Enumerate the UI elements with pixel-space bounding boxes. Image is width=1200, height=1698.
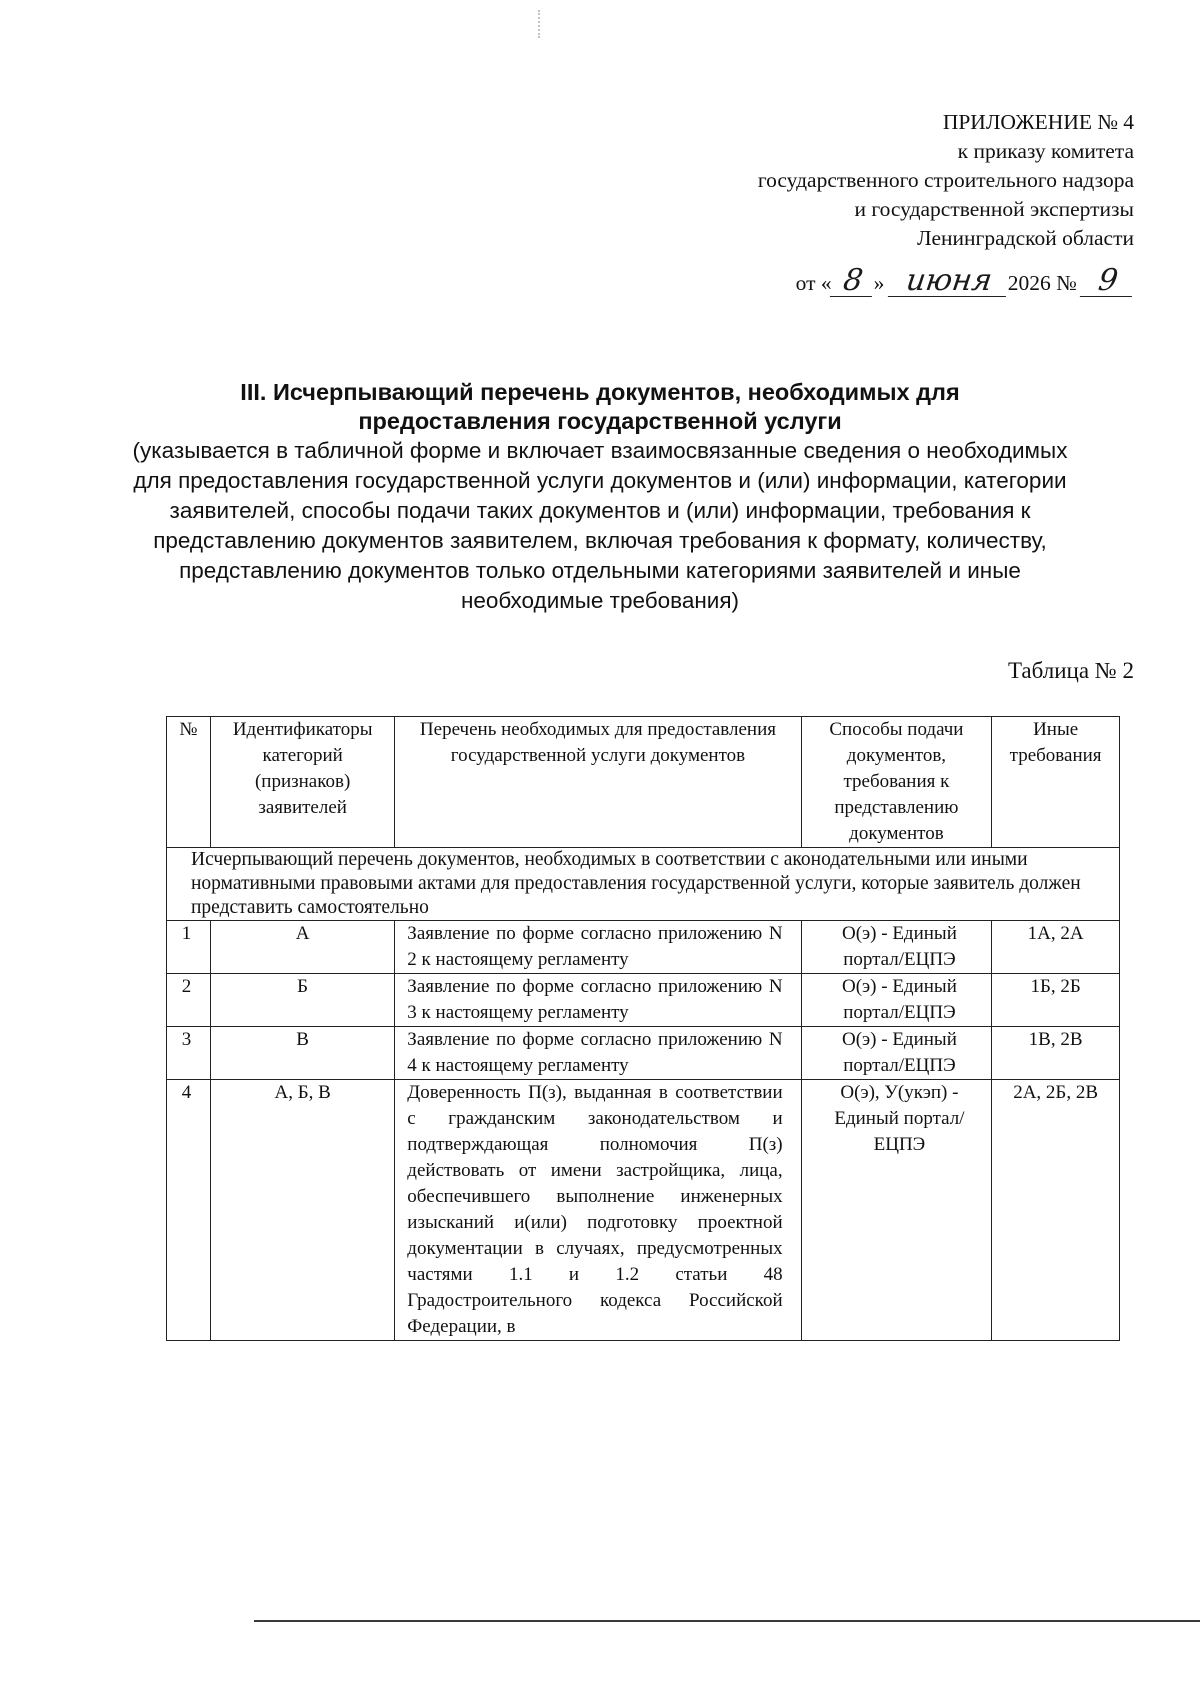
row-number: 4 xyxy=(167,1080,211,1341)
annex-line: и государственной экспертизы xyxy=(854,197,1134,221)
heading-note: (указывается в табличной форме и включает взаимосвязанные сведения о необходимых для предоставления государственной услуги документов и (или) информации, категории заявителей, способы подачи таких документов и (или) информации, требования к представлению документов заявителем, включая требования к формату, количеству, представлению документов только отдельными категориями заявителей и иные необходимые требования) xyxy=(132,438,1068,613)
row-document: Доверенность П(з), выданная в соответствии с гражданским законодательством и подтверждающая полномочия П(з) действовать от имени застройщика, лица, обеспечившего выполнение инженерных изысканий и(или) подготовку проектной документации в случаях, предусмотренных частями 1.1 и 1.2 статьи 48 Градостроительного кодекса Российской Федерации, в xyxy=(395,1080,801,1341)
documents-table xyxy=(166,716,1120,1341)
row-number: 3 xyxy=(167,1027,211,1080)
header-number: № xyxy=(167,717,211,848)
section-title: Исчерпывающий перечень документов, необходимых в соответствии с аконодательными или иными нормативными правовыми актами для предоставления государственной услуги, которые заявитель должен представить самостоятельно xyxy=(167,848,1120,921)
table-caption: Таблица № 2 xyxy=(1007,658,1134,683)
table-row xyxy=(167,1080,1120,1341)
page-bottom-rule xyxy=(254,1620,1200,1622)
table-row xyxy=(167,1027,1120,1080)
row-method: О(э) - Единый портал/ЕЦПЭ xyxy=(801,974,992,1027)
row-method: О(э), У(укэп) - Единый портал/ЕЦПЭ xyxy=(801,1080,992,1341)
header-submission-methods: Способы подачи документов, требования к представлению документов xyxy=(801,717,992,848)
row-category: В xyxy=(210,1027,394,1080)
header-category-ids: Идентификаторы категорий (признаков) заявителей xyxy=(210,717,394,848)
annex-block xyxy=(758,108,1134,253)
row-document: Заявление по форме согласно приложению N 2 к настоящему регламенту xyxy=(395,921,801,974)
section-heading xyxy=(120,378,1080,616)
row-other: 2А, 2Б, 2В xyxy=(992,1080,1120,1341)
handwritten-order-number: 9 xyxy=(1080,266,1136,297)
annex-line: Ленинградской области xyxy=(917,226,1134,250)
order-date-line xyxy=(795,263,1134,298)
row-category: А xyxy=(210,921,394,974)
row-method: О(э) - Единый портал/ЕЦПЭ xyxy=(801,921,992,974)
row-other: 1Б, 2Б xyxy=(992,974,1120,1027)
heading-title-line2: предоставления государственной услуги xyxy=(358,408,842,434)
annex-title: ПРИЛОЖЕНИЕ № 4 xyxy=(942,110,1134,134)
row-number: 1 xyxy=(167,921,211,974)
table-row xyxy=(167,974,1120,1027)
row-category: А, Б, В xyxy=(210,1080,394,1341)
row-document: Заявление по форме согласно приложению N 4 к настоящему регламенту xyxy=(395,1027,801,1080)
row-other: 1А, 2А xyxy=(992,921,1120,974)
handwritten-day: 8 xyxy=(829,266,875,297)
scan-artifact xyxy=(538,10,548,38)
header-other-requirements: Иные требования xyxy=(992,717,1120,848)
annex-line: государственного строительного надзора xyxy=(757,168,1134,192)
row-method: О(э) - Единый портал/ЕЦПЭ xyxy=(801,1027,992,1080)
row-number: 2 xyxy=(167,974,211,1027)
table-row xyxy=(167,921,1120,974)
heading-title-line1: III. Исчерпывающий перечень документов, необходимых для xyxy=(240,379,960,405)
row-document: Заявление по форме согласно приложению N 3 к настоящему регламенту xyxy=(395,974,801,1027)
quote-close: » xyxy=(873,271,885,295)
year-and-number-label: 2026 № xyxy=(1007,271,1077,295)
row-other: 1В, 2В xyxy=(992,1027,1120,1080)
handwritten-month: июня xyxy=(888,266,1010,297)
row-category: Б xyxy=(210,974,394,1027)
section-row xyxy=(167,848,1120,921)
table-header-row xyxy=(167,717,1120,848)
header-documents: Перечень необходимых для предоставления государственной услуги документов xyxy=(395,717,801,848)
date-prefix: от « xyxy=(795,271,832,295)
annex-line: к приказу комитета xyxy=(957,139,1134,163)
